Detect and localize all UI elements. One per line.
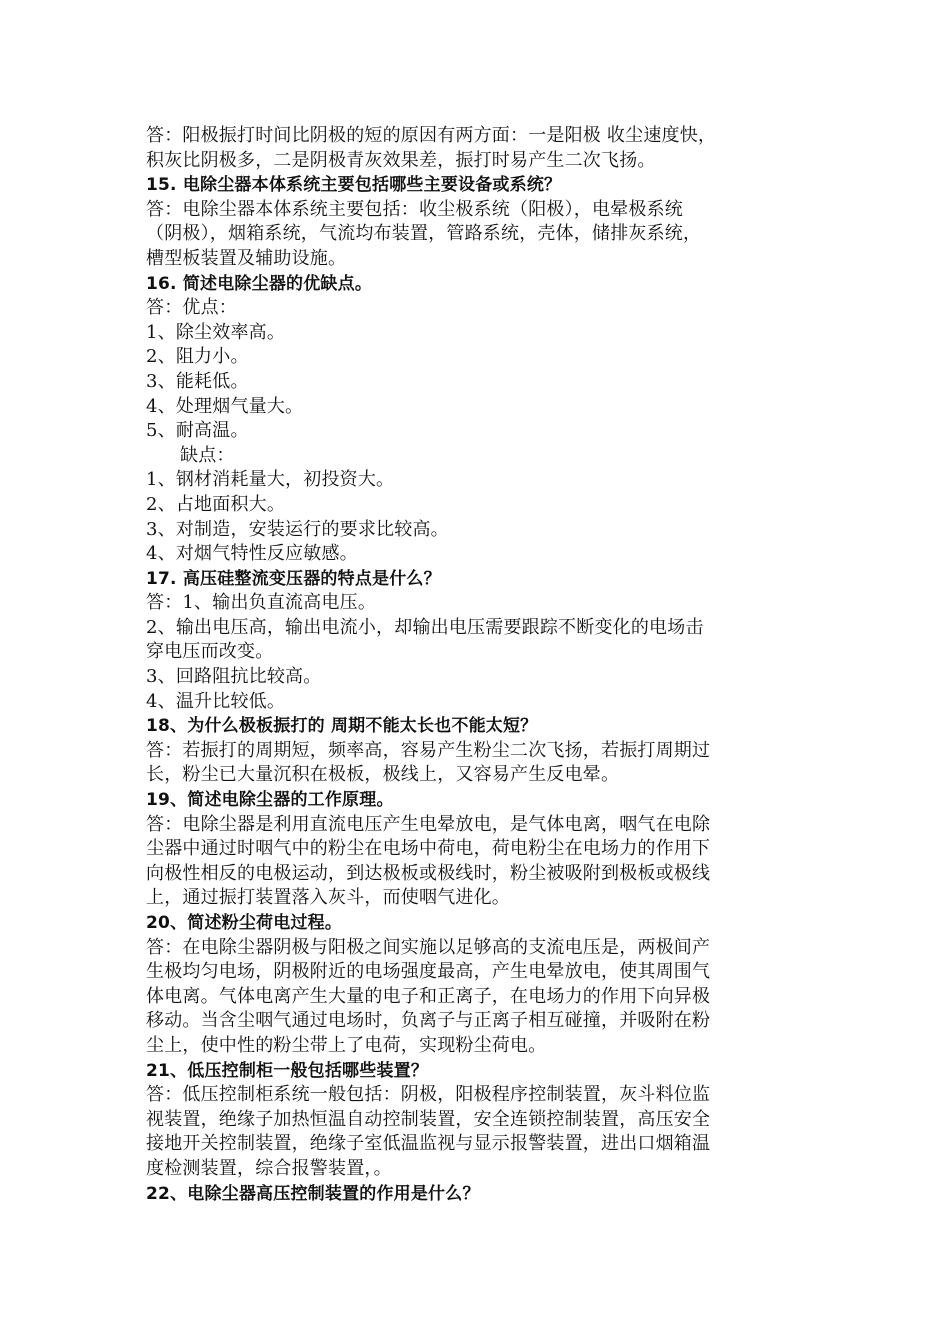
answer-line: 3、回路阻抗比较高。 [146,666,322,688]
answer-line: 4、对烟气特性反应敏感。 [146,543,358,565]
answer-line: 槽型板装置及辅助设施。 [146,247,347,269]
answer-line: 积灰比阴极多，二是阴极青灰效果差，振打时易产生二次飞扬。 [146,149,656,171]
answer-line: 尘上，使中性的粉尘带上了电荷，实现粉尘荷电。 [146,1034,547,1056]
answer-line: 答：电除尘器是利用直流电压产生电晕放电，是气体电离，咽气在电除 [146,813,711,835]
answer-line: 答：优点： [146,297,237,319]
answer-line: 度检测装置，综合报警装置，。 [146,1157,392,1179]
answer-line: 答：在电除尘器阴极与阳极之间实施以足够高的支流电压是，两极间产 [146,936,711,958]
answer-line: 4、温升比较低。 [146,690,286,712]
answer-line: 3、对制造，安装运行的要求比较高。 [146,518,449,540]
answer-line: 生极均匀电场，阴极附近的电场强度最高，产生电晕放电，使其周围气 [146,961,711,983]
answer-line: 向极性相反的电极运动，到达极板或极线时，粉尘被吸附到极板或极线 [146,862,711,884]
answer-line: 2、阻力小。 [146,346,249,368]
answer-line: 答：若振打的周期短，频率高，容易产生粉尘二次飞扬，若振打周期过 [146,739,711,761]
answer-line: 1、钢材消耗量大，初投资大。 [146,469,395,491]
answer-line: 长，粉尘已大量沉积在极板，极线上，又容易产生反电晕。 [146,764,620,786]
answer-line: 体电离。气体电离产生大量的电子和正离子，在电场力的作用下向异极 [146,985,711,1007]
answer-line: 5、耐高温。 [146,420,249,442]
answer-line: （阴极），烟箱系统，气流均布装置，管路系统，壳体，储排灰系统， [146,223,702,245]
answer-line: 答：阳极振打时间比阴极的短的原因有两方面：一是阳极 收尘速度快， [146,125,717,146]
question-heading: 22、电除尘器高压控制装置的作用是什么？ [146,1183,480,1204]
question-heading: 18、为什么极板振打的 周期不能太长也不能太短？ [146,716,538,737]
answer-line: 2、占地面积大。 [146,493,286,515]
answer-line: 3、能耗低。 [146,370,249,392]
answer-line: 答：低压控制柜系统一般包括：阴极，阳极程序控制装置，灰斗料位监 [146,1084,711,1106]
answer-line: 缺点： [180,444,235,466]
document-body [146,124,816,1206]
answer-line: 2、输出电压高，输出电流小，却输出电压需要跟踪不断变化的电场击 [146,616,704,638]
question-heading: 21、低压控制柜一般包括哪些装置？ [146,1060,429,1081]
answer-line: 接地开关控制装置，绝缘子室低温监视与显示报警装置，进出口烟箱温 [146,1133,711,1155]
answer-line: 4、处理烟气量大。 [146,395,304,417]
answer-line: 答：1、输出负直流高电压。 [146,592,377,614]
question-heading: 15. 电除尘器本体系统主要包括哪些主要设备或系统？ [146,175,562,196]
answer-line: 答：电除尘器本体系统主要包括：收尘极系统（阳极），电晕极系统 [146,198,683,220]
answer-line: 移动。当含尘咽气通过电场时，负离子与正离子相互碰撞，并吸附在粉 [146,1010,711,1032]
answer-line: 视装置，绝缘子加热恒温自动控制装置，安全连锁控制装置，高压安全 [146,1108,711,1130]
question-heading: 20、简述粉尘荷电过程。 [146,913,343,933]
question-heading: 17. 高压硅整流变压器的特点是什么？ [146,568,441,589]
answer-line: 穿电压而改变。 [146,641,274,663]
answer-line: 尘器中通过时咽气中的粉尘在电场中荷电，荷电粉尘在电场力的作用下 [146,838,711,860]
answer-line: 1、除尘效率高。 [146,321,286,343]
answer-line: 上，通过振打装置落入灰斗，而使咽气进化。 [146,887,510,909]
question-heading: 16. 简述电除尘器的优缺点。 [146,273,373,294]
question-heading: 19、简述电除尘器的工作原理。 [146,790,394,811]
